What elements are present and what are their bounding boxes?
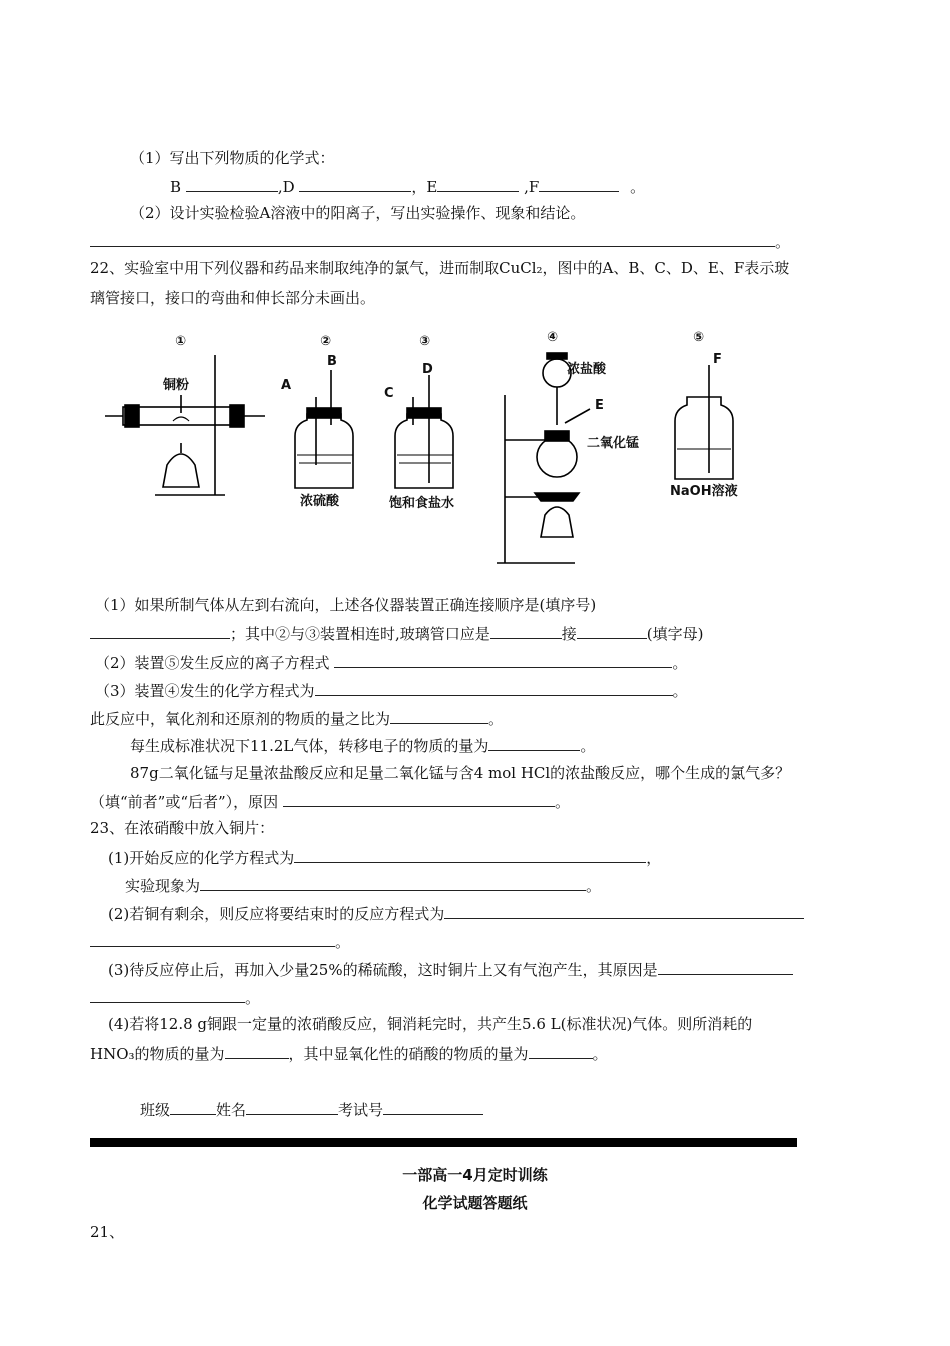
q22-port-blank-1[interactable]: [490, 622, 562, 639]
q21-b-blank[interactable]: [186, 175, 278, 192]
q22-part2-label: （2）装置⑤发生反应的离子方程式: [95, 654, 330, 672]
q22-part4-label: 此反应中，氧化剂和还原剂的物质的量之比为: [90, 710, 391, 728]
q21-d-blank[interactable]: [299, 175, 411, 192]
q22-electron-blank[interactable]: [488, 734, 580, 751]
q21-part1: （1）写出下列物质的化学式：: [130, 149, 335, 167]
fig-port-b: B: [327, 354, 337, 369]
q22-chem-eq-blank[interactable]: [315, 679, 673, 696]
q22-part1b-end: (填字母): [646, 625, 704, 643]
q23-reason-blank[interactable]: [658, 958, 793, 975]
q22-stem-line1: 22、实验室中用下列仪器和药品来制取纯净的氯气，进而制取CuCl₂，图中的A、B、C、D、E、F表示玻: [90, 259, 790, 277]
q23-part4b: [90, 1042, 608, 1064]
fig-h2so4-label: 浓硫酸: [300, 494, 340, 509]
q22-part6: 87g二氧化锰与足量浓盐酸反应和足量二氧化锰与含4 mol HCl的浓盐酸反应，哪个生成的氯气多？: [130, 764, 791, 782]
q21-f-label: ,F: [524, 178, 540, 196]
q21-end: 。: [630, 178, 646, 196]
student-info: [140, 1098, 483, 1120]
fig-num-4: ④: [547, 330, 559, 345]
q22-part2-end: 。: [672, 654, 688, 672]
q21-formula-line: [170, 175, 645, 197]
q23-part3-label: (3)待反应停止后，再加入少量25%的稀硫酸，这时铜片上又有气泡产生，其原因是: [108, 961, 658, 979]
q23-part4b-label-b: ，其中显氧化性的硝酸的物质的量为: [288, 1045, 529, 1063]
q22-reason-blank[interactable]: [283, 790, 555, 807]
q22-part2: [95, 651, 687, 673]
fig-port-a: A: [281, 378, 292, 393]
q22-port-blank-2[interactable]: [577, 622, 647, 639]
q23-part1: [108, 846, 661, 868]
answer-sheet-title: 一部高一4月定时训练: [402, 1166, 548, 1184]
class-label: 班级: [140, 1101, 171, 1119]
q23-phenomenon-blank[interactable]: [200, 874, 586, 891]
q23-part4b-label-a: HNO₃的物质的量为: [90, 1045, 225, 1063]
answer-q21-label: 21、: [90, 1223, 125, 1241]
q21-part2-blank[interactable]: [90, 230, 775, 247]
exam-no-field[interactable]: [383, 1098, 483, 1115]
q21-b-label: B: [170, 178, 182, 196]
q23-part4: (4)若将12.8 g铜跟一定量的浓硝酸反应，铜消耗完时，共产生5.6 L(标准状况)气体。则所消耗的: [108, 1015, 753, 1033]
fig-port-c: C: [384, 386, 394, 401]
answer-sheet-subtitle: 化学试题答题纸: [422, 1194, 528, 1212]
fig-hcl-label: 浓盐酸: [567, 362, 607, 377]
cut-divider: [90, 1138, 797, 1147]
q23-eq1-blank[interactable]: [294, 846, 646, 863]
q23-part2-end: 。: [335, 933, 351, 951]
q21-d-label: ,D: [277, 178, 295, 196]
fig-brine-label: 饱和食盐水: [389, 496, 455, 511]
q23-part2-label: (2)若铜有剩余，则反应将要结束时的反应方程式为: [108, 905, 445, 923]
q22-part7-end: 。: [554, 793, 570, 811]
q22-part1a: （1）如果所制气体从左到右流向，上述各仪器装置正确连接顺序是(填序号): [95, 596, 597, 614]
q22-part5-end: 。: [580, 737, 596, 755]
q22-part1b: [90, 622, 704, 644]
q21-e-blank[interactable]: [437, 175, 519, 192]
fig-mno2-label: 二氧化锰: [587, 436, 640, 451]
fig-port-f: F: [713, 352, 722, 367]
exam-no-label: 考试号: [338, 1101, 384, 1119]
q23-eq2-blank[interactable]: [444, 902, 804, 919]
fig-copper-label: 铜粉: [163, 378, 190, 393]
q21-part2-answer-line: [90, 230, 790, 252]
name-label: 姓名: [216, 1101, 247, 1119]
q22-ratio-blank[interactable]: [390, 707, 488, 724]
fig-port-e: E: [595, 398, 604, 413]
q22-ionic-eq-blank[interactable]: [334, 651, 672, 668]
q23-part2: [108, 902, 804, 924]
q22-part3-label: （3）装置④发生的化学方程式为: [95, 682, 315, 700]
q23-part1b-label: 实验现象为: [125, 877, 201, 895]
q23-reason-blank-cont[interactable]: [90, 986, 245, 1003]
q22-part3: [95, 679, 688, 701]
q23-hno3-total-blank[interactable]: [225, 1042, 289, 1059]
fig-num-1: ①: [175, 334, 187, 349]
fig-num-5: ⑤: [693, 330, 705, 345]
q23-part1-end: ，: [646, 849, 662, 867]
q22-part7: [90, 790, 570, 812]
q22-part7-label: （填“前者”或“后者”），原因: [90, 793, 279, 811]
fig-num-2: ②: [320, 334, 332, 349]
q21-part2: （2）设计实验检验A溶液中的阳离子，写出实验操作、现象和结论。: [130, 204, 586, 222]
q21-f-blank[interactable]: [539, 175, 619, 192]
q23-stem: 23、在浓硝酸中放入铜片：: [90, 819, 275, 837]
q22-part5-label: 每生成标准状况下11.2L气体，转移电子的物质的量为: [130, 737, 489, 755]
q23-hno3-oxidizing-blank[interactable]: [529, 1042, 593, 1059]
q23-part3-cont: [90, 986, 260, 1008]
q22-part1b-mid: ；其中②与③装置相连时,玻璃管口应是: [230, 625, 490, 643]
q23-part4b-end: 。: [592, 1045, 608, 1063]
q23-eq2-blank-cont[interactable]: [90, 930, 335, 947]
q22-part3-end: 。: [672, 682, 688, 700]
fig-naoh-label: NaOH溶液: [670, 484, 738, 499]
q23-part1-label: (1)开始反应的化学方程式为: [108, 849, 295, 867]
q22-part4: [90, 707, 503, 729]
q23-part1b: [125, 874, 601, 896]
name-field[interactable]: [246, 1098, 338, 1115]
q23-part3: [108, 958, 793, 980]
q21-e-label: ，E: [411, 178, 438, 196]
q22-part4-end: 。: [488, 710, 504, 728]
q22-part5: [130, 734, 595, 756]
class-field[interactable]: [170, 1098, 216, 1115]
q21-part2-end: 。: [775, 233, 791, 251]
q23-part2-cont: [90, 930, 350, 952]
apparatus-figure: [95, 325, 785, 575]
fig-num-3: ③: [419, 334, 431, 349]
q22-order-blank[interactable]: [90, 622, 230, 639]
fig-port-d: D: [422, 362, 433, 377]
q23-part3-end: 。: [245, 989, 261, 1007]
q23-part1b-end: 。: [586, 877, 602, 895]
q22-stem-line2: 璃管接口，接口的弯曲和伸长部分未画出。: [90, 289, 376, 307]
q22-part1b-jie: 接: [561, 625, 577, 643]
